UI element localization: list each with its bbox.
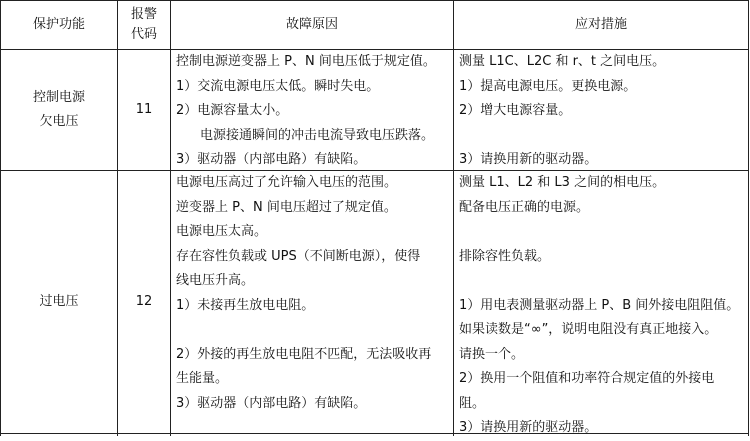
row2-cause-line: 3）驱动器（内部电路）有缺陷。 <box>176 395 367 411</box>
row2-measure-line: 请换一个。 <box>459 346 525 362</box>
row1-code <box>118 50 170 170</box>
row2-cause-line: 逆变器上 P、N 间电压超过了规定值。 <box>176 199 397 215</box>
header-function-text: 保护功能 <box>32 17 85 32</box>
col-divider-3 <box>453 0 454 436</box>
row1-function-line-2: 欠电压 <box>39 114 79 129</box>
header-cause <box>171 1 453 49</box>
row1-measure-line: 2）增大电源容量。 <box>459 103 572 118</box>
row2-function <box>1 171 117 433</box>
table-border-right <box>748 0 749 436</box>
row2-code <box>118 171 170 433</box>
row2-measure-line <box>459 269 747 294</box>
row2-cause-line: 电源电压高过了允许输入电压的范围。 <box>176 175 398 190</box>
row1-cause-line: 控制电源逆变器上 P、N 间电压低于规定值。 <box>176 54 436 69</box>
row2-cause-line: 存在容性负载或 UPS（不间断电源），使得 <box>176 248 421 264</box>
header-code-line-1: 报警 <box>130 7 157 22</box>
row1-measure-line: 1）提高电源电压。更换电源。 <box>459 78 637 94</box>
row2-measure-line: 配备电压正确的电源。 <box>459 199 590 215</box>
row1-cause-line: 3）驱动器（内部电路）有缺陷。 <box>176 152 367 167</box>
row1-measure-line: 3）请换用新的驱动器。 <box>459 152 598 167</box>
row2-measure-line: 3）请换用新的驱动器。 <box>459 420 598 435</box>
row2-function-text: 过电压 <box>39 293 79 309</box>
header-cause-text: 故障原因 <box>285 17 338 32</box>
row2-cause <box>176 171 452 433</box>
row1-cause-line: 电源接通瞬间的冲击电流导致电压跌落。 <box>200 127 435 143</box>
col-divider-2 <box>170 0 171 436</box>
header-code-line-2: 代码 <box>130 27 157 42</box>
row2-cause-line: 线电压升高。 <box>176 273 255 288</box>
header-code <box>118 1 170 49</box>
row1-measure-line: 测量 L1C、L2C 和 r、t 之间电压。 <box>459 54 666 69</box>
row2-cause-line: 电源电压太高。 <box>176 224 268 239</box>
row1-function-line-1: 控制电源 <box>32 89 85 105</box>
row2-measure-line: 测量 L1、L2 和 L3 之间的相电压。 <box>459 175 666 190</box>
row2-measure-line: 排除容性负载。 <box>459 248 551 264</box>
row2-measure-line: 1）用电表测量驱动器上 P、B 间外接电阻阻值。 <box>459 297 740 313</box>
row2-code-text: 12 <box>135 293 153 309</box>
row1-measure-line <box>459 124 747 149</box>
row2-cause-line: 生能量。 <box>176 371 229 386</box>
row1-cause-line: 1）交流电源电压太低。瞬时失电。 <box>176 78 380 94</box>
row1-cause-line: 2）电源容量太小。 <box>176 103 289 118</box>
row1-cause <box>176 50 452 170</box>
row2-measure-line <box>459 220 747 245</box>
row2-cause-line: 1）未接再生放电电阻。 <box>176 297 315 313</box>
row2-measure <box>459 171 747 433</box>
row1-code-text: 11 <box>135 101 153 117</box>
row1-function <box>1 50 117 170</box>
row2-measure-line: 阻。 <box>459 395 486 411</box>
row2-cause-line <box>176 318 452 343</box>
header-measure <box>454 1 748 49</box>
row2-measure-line: 2）换用一个阻值和功率符合规定值的外接电 <box>459 371 715 386</box>
row1-measure <box>459 50 747 170</box>
header-function <box>1 1 117 49</box>
header-measure-text: 应对措施 <box>574 17 627 32</box>
row2-measure-line: 如果读数是“∞”，说明电阻没有真正地接入。 <box>459 322 718 337</box>
row2-cause-line: 2）外接的再生放电电阻不匹配，无法吸收再 <box>176 346 432 362</box>
